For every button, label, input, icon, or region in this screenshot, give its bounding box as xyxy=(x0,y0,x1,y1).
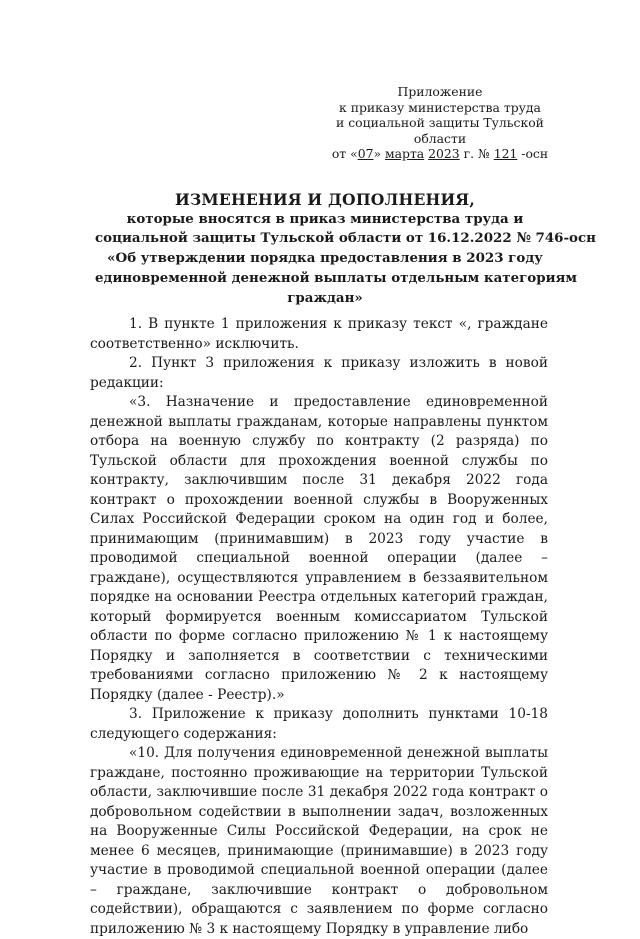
order-number: 121 xyxy=(493,146,518,162)
paragraph: «10. Для получения единовременной денежной выплаты граждане, постоянно проживающие на территории Тульской области, заключившие после 31 декабря 2022 года контракт о добровольном содействии в выполнении задач, возложенных на Вооруженные Силы Российской Федерации, на срок не менее 6 месяцев, принимающие (принимавшие) в 2023 году участие в проводимой специальной военной операции (далее – граждане, заключившие контракт о добровольном содействии), обращаются с заявлением по форме согласно приложению № 3 к настоящему Порядку в управление либо xyxy=(90,745,548,937)
title-line: «Об утверждении порядка предоставления в 2023 году xyxy=(107,250,543,267)
document-body xyxy=(90,315,548,939)
appendix-header xyxy=(330,84,550,162)
appendix-line-3: и социальной защиты Тульской xyxy=(336,115,544,131)
date-month: марта xyxy=(385,146,425,162)
date-day: 07 xyxy=(357,146,374,162)
date-mid: » xyxy=(373,146,385,162)
title-line: граждан» xyxy=(287,289,363,306)
date-suffix: г. № xyxy=(459,146,494,162)
date-prefix: от « xyxy=(331,146,358,162)
appendix-date-line xyxy=(330,146,550,162)
title-line: социальной защиты Тульской области от 16.12.2022 № 746-осн xyxy=(95,230,596,247)
paragraph: 3. Приложение к приказу дополнить пунктами 10-18 следующего содержания: xyxy=(90,706,548,742)
date-year: 2023 xyxy=(428,146,460,162)
paragraph: 1. В пункте 1 приложения к приказу текст «, граждане соответственно» исключить. xyxy=(90,316,548,352)
appendix-title: Приложение xyxy=(397,84,483,99)
document-title xyxy=(95,190,596,308)
title-line: единовременной денежной выплаты отдельным категориям xyxy=(95,269,578,286)
appendix-line-2: к приказу министерства труда xyxy=(339,99,541,115)
title-line: которые вносятся в приказ министерства труда и xyxy=(126,210,524,227)
title-main: ИЗМЕНЕНИЯ И ДОПОЛНЕНИЯ, xyxy=(175,190,475,209)
order-number-suffix: -осн xyxy=(517,146,549,162)
paragraph: «3. Назначение и предоставление единовременной денежной выплаты гражданам, которые направлены пунктом отбора на военную службу по контракту (2 разряда) по Тульской области для прохождения военной службы по контракту, заключившим после 31 декабря 2022 года контракт о прохождении военной службы в Вооруженных Силах Российской Федерации сроком на один год и более, принимающим (принимавшим) в 2023 году участие в проводимой специальной военной операции (далее – граждане), осуществляются управлением в беззаявительном порядке на основании Реестра отдельных категорий граждан, который формируется военным комиссариатом Тульской области по форме согласно приложению № 1 к настоящему Порядку и заполняется в соответствии с техническими требованиями согласно приложению № 2 к настоящему Порядку (далее - Реестр).» xyxy=(90,394,548,703)
paragraph: 2. Пункт 3 приложения к приказу изложить в новой редакции: xyxy=(90,355,548,391)
appendix-line-4: области xyxy=(413,130,467,146)
